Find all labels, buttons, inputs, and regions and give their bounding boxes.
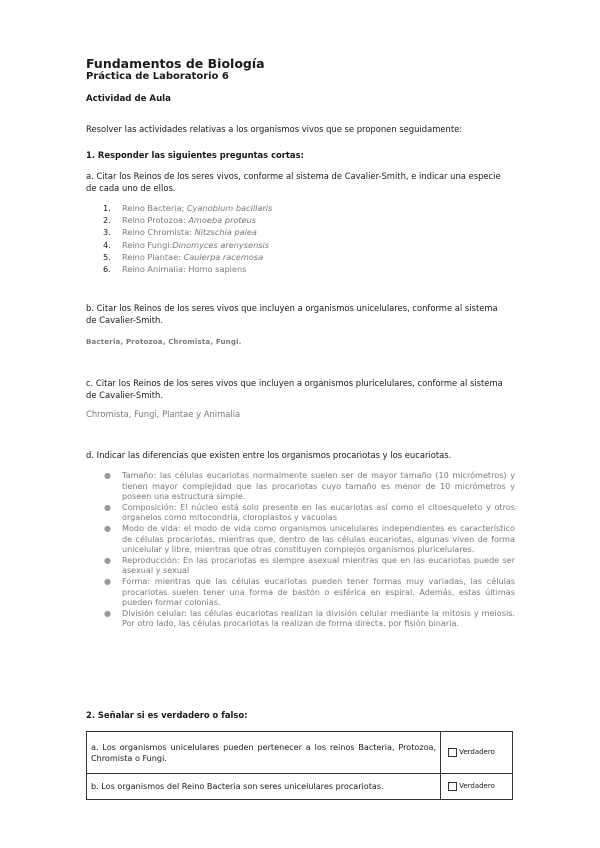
list-item: [103, 202, 272, 214]
bullet-text: Composición: El núcleo está solo presente en las eucariotas así como el citoesqueleto y otros organelos como mitocondria, cloroplastos y vacuolas: [122, 501, 515, 523]
bullet-text: División celular: las células eucariotas realizan la división celular mediante la mitosis y meiosis. Por otro lado, las células procariotas la realizan de forma directa, por fisión binaria.: [122, 607, 515, 629]
list-number: 5.: [103, 251, 111, 262]
option-label: Verdadero: [459, 782, 495, 791]
list-item: [103, 608, 515, 629]
list-item: [103, 555, 515, 576]
question-c: [86, 377, 516, 401]
question-c-line1: c. Citar los Reinos de los seres vivos que incluyen a organismos pluricelulares, conforme al sistema: [86, 378, 503, 388]
list-item: [103, 576, 515, 608]
question-b-line2: de Cavalier-Smith.: [86, 315, 163, 325]
kingdom-list: [103, 202, 272, 275]
question-a-line2: de cada uno de ellos.: [86, 183, 176, 193]
list-item: [103, 263, 272, 275]
species-name: Nitzschia palea: [194, 227, 257, 238]
list-item: [103, 214, 272, 226]
list-number: 1.: [103, 203, 111, 213]
activity-label: Actividad de Aula: [86, 94, 171, 104]
kingdom-name: Reino Plantae:: [122, 251, 184, 262]
bullet-text: Modo de vida: el modo de vida como organismos unicelulares independientes es característico de células procariotas, mientras que, dentro de las células eucariotas, algunas viven de forma unicelular y libre, mientras que otras constituyen complejos organismos pluricelulares.: [122, 522, 515, 555]
bullet-icon: ●: [104, 607, 112, 618]
bullet-icon: ●: [104, 501, 112, 512]
statement-cell: b. Los organismos del Reino Bacteria son seres unicelulares procariotas.: [87, 774, 441, 800]
answer-c: Chromista, Fungi, Plantae y Animalia: [86, 409, 241, 419]
list-number: 3.: [103, 227, 111, 238]
section-2-heading: 2. Señalar si es verdadero o falso:: [86, 710, 248, 720]
checkbox[interactable]: [448, 748, 457, 757]
bullet-text: Tamaño: las células eucariotas normalmente suelen ser de mayor tamaño (10 micrómetros) y tienen mayor complejidad que las procariotas cuyo tamaño es menor de 10 micrómetros y poseen una estructura simple.: [122, 470, 515, 502]
bullet-icon: ●: [104, 554, 112, 565]
bullet-icon: ●: [104, 470, 112, 480]
bullet-icon: ●: [104, 522, 112, 533]
option-cell[interactable]: [441, 774, 513, 800]
list-item: [103, 251, 272, 263]
true-false-table: [86, 731, 513, 800]
kingdom-name: Reino Animalia: Homo sapiens: [122, 264, 247, 275]
list-item: [103, 239, 272, 251]
species-name: Dinomyces arenysensis: [172, 239, 270, 250]
table-row: [87, 774, 513, 800]
statement-cell: a. Los organismos unicelulares pueden pertenecer a los reinos Bacteria, Protozoa, Chromista o Fungi.: [87, 732, 441, 774]
species-name: Amoeba proteus: [188, 215, 257, 226]
question-d: d. Indicar las diferencias que existen entre los organismos procariotas y los eucariotas.: [86, 450, 452, 460]
question-b: [86, 302, 516, 326]
option-label: Verdadero: [459, 748, 495, 757]
question-b-line1: b. Citar los Reinos de los seres vivos que incluyen a organismos unicelulares, conforme al sistema: [86, 303, 498, 313]
list-item: [103, 226, 272, 238]
question-a-line1: a. Citar los Reinos de los seres vivos, conforme al sistema de Cavalier-Smith, e indicar una especie: [86, 171, 501, 181]
doc-title: Fundamentos de Biología: [86, 56, 265, 71]
list-item: [103, 523, 515, 555]
kingdom-name: Reino Protozoa:: [122, 215, 189, 226]
list-item: [103, 470, 515, 502]
option-cell[interactable]: [441, 732, 513, 774]
bullet-text: Forma: mientras que las células eucariotas pueden tener formas muy variadas, las células procariotas suelen tener una forma de bastón o esférica en espiral. Además, estas últimas pueden formar colonias.: [122, 575, 515, 608]
list-number: 4.: [103, 239, 111, 250]
section-1-heading: 1. Responder las siguientes preguntas cortas:: [86, 150, 304, 160]
list-number: 2.: [103, 215, 111, 226]
bullet-icon: ●: [104, 575, 112, 586]
intro-text: Resolver las actividades relativas a los organismos vivos que se proponen seguidamente:: [86, 124, 463, 134]
kingdom-name: Reino Chromista:: [122, 227, 195, 238]
species-name: Caulerpa racemosa: [183, 251, 264, 262]
kingdom-name: Reino Bacteria;: [122, 203, 187, 213]
kingdom-name: Reino Fungi:: [122, 239, 173, 250]
answer-b: Bacteria, Protozoa, Chromista, Fungi.: [86, 338, 242, 346]
question-a: [86, 170, 516, 194]
table-row: [87, 732, 513, 774]
list-item: [103, 502, 515, 523]
checkbox[interactable]: [448, 782, 457, 791]
species-name: Cyanobium bacillaris: [186, 203, 273, 213]
doc-subtitle: Práctica de Laboratorio 6: [86, 71, 229, 82]
list-number: 6.: [103, 264, 111, 275]
question-c-line2: de Cavalier-Smith.: [86, 390, 163, 400]
bullet-text: Reproducción: En las procariotas es siempre asexual mientras que en las eucariotas puede ser asexual y sexual: [122, 554, 515, 576]
differences-list: [103, 470, 515, 629]
